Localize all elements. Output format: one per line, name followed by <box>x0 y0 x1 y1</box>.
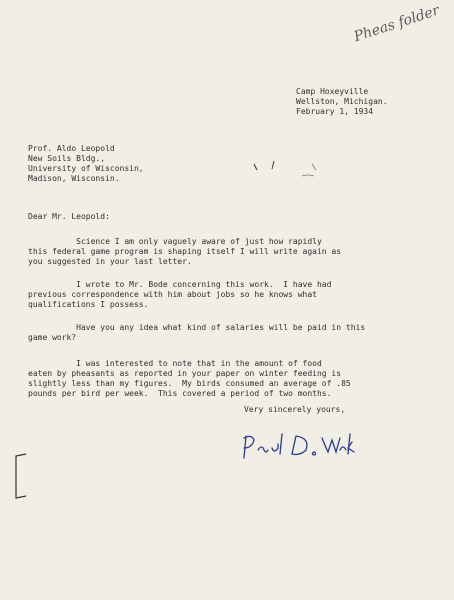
p1-line1: Science I am only vaguely aware of just how rapidly <box>28 237 322 246</box>
letter-date: February 1, 1934 <box>296 107 374 116</box>
p2-line2: previous correspondence with him about jobs so he knows what <box>28 290 317 299</box>
p2-line1: I wrote to Mr. Bode concerning this work. I have had <box>28 280 332 289</box>
p3-line2: game work? <box>28 333 77 342</box>
return-address-line2: Wellston, Michigan. <box>296 97 388 106</box>
recipient-line2: New Soils Bldg., <box>28 154 106 163</box>
p4-line1: I was interested to note that in the amount of food <box>28 359 322 368</box>
salutation: Dear Mr. Leopold: <box>28 212 110 221</box>
p1-line2: this federal game program is shaping itself I will write again as <box>28 247 342 256</box>
recipient-line3: University of Wisconsin, <box>28 164 144 173</box>
stray-marks <box>252 160 342 184</box>
recipient-line4: Madison, Wisconsin. <box>28 174 120 183</box>
handwritten-note: Pheas folder <box>352 2 442 46</box>
p3-line1: Have you any idea what kind of salaries will be paid in this <box>28 323 366 332</box>
p4-line4: pounds per bird per week. This covered a period of two months. <box>28 389 332 398</box>
closing: Very sincerely yours, <box>244 405 346 414</box>
p2-line3: qualifications I possess. <box>28 300 149 309</box>
p1-line3: you suggested in your last letter. <box>28 257 192 266</box>
p4-line2: eaten by pheasants as reported in your paper on winter feeding is <box>28 369 342 378</box>
return-address-line1: Camp Hoxeyville <box>296 87 369 96</box>
recipient-line1: Prof. Aldo Leopold <box>28 144 115 153</box>
p4-line3: slightly less than my figures. My birds consumed an average of .85 <box>28 379 351 388</box>
signature <box>236 428 356 468</box>
margin-bracket <box>12 452 32 502</box>
